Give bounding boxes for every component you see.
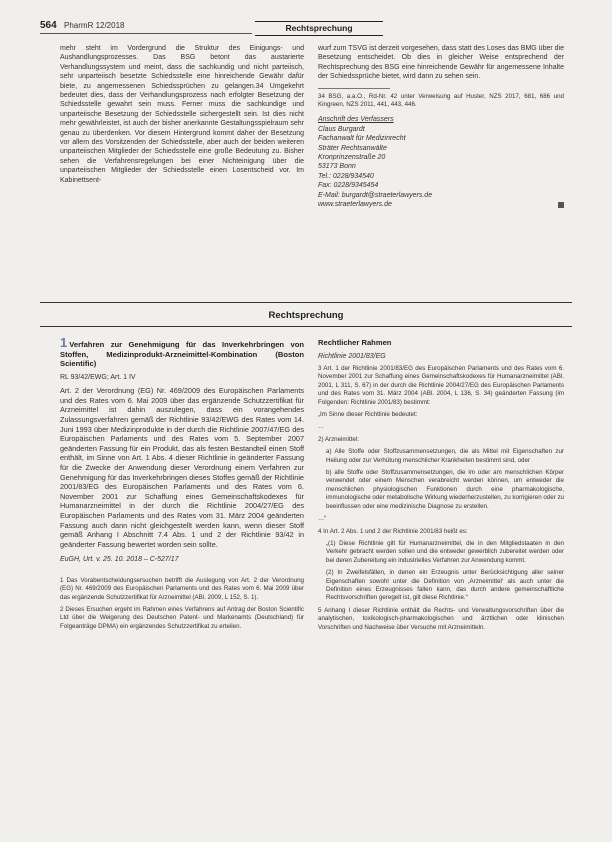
top-right-column: [318, 44, 564, 211]
para-4-quote-2: (2) In Zweifelsfällen, in denen ein Erzeugnis unter Berücksichtigung aller seiner Eigenschaften sowohl unter die Definition von ‚Arzneimittel‘ als auch unter die Definition eines Erzeugnisses fallen kann, das durch andere gemeinschaftliche Rechtsvorschriften geregelt ist, gilt diese Richtlinie.“: [326, 569, 564, 602]
author-line: Claus Burgardt: [318, 125, 365, 133]
ellipsis-1: …: [318, 423, 325, 431]
case-footnote-1: 1 Das Vorabentscheidungsersuchen betrifft die Auslegung von Art. 2 der Verordnung (EG) Nr. 469/2009 des Europäischen Parlaments und des Rates vom 6. Mai 2009 über das ergänzende Schutzzertifikat für Arzneimittel (ABl. 2009, L 152, S. 1).: [60, 576, 304, 601]
author-line: Tel.: 0228/934540: [318, 172, 374, 180]
header-rule: [40, 33, 252, 34]
journal-name: PharmR 12/2018: [64, 21, 125, 30]
author-heading: Anschrift des Verfassers: [318, 116, 394, 124]
case-title: [60, 335, 304, 369]
footnote-rule: [318, 88, 390, 89]
quote-intro: „Im Sinne dieser Richtlinie bedeutet:: [318, 411, 418, 419]
author-line: 53173 Bonn: [318, 163, 356, 171]
page-number: 564: [40, 20, 57, 31]
para-4-quote-1: „(1) Diese Richtlinie gilt für Humanarzneimittel, die in den Mitgliedstaaten in den Verkehr gebracht werden sollen und die entweder gewerblich zubereitet werden oder bei deren Zubereitung ein industrielles Verfahren zur Anwendung kommt.: [326, 539, 564, 564]
legal-frame-subheading: Richtlinie 2001/83/EG: [318, 352, 386, 360]
author-line: Fax: 0228/9345454: [318, 182, 379, 190]
article-text-continued: wurf zum TSVG ist derzeit vorgesehen, dass statt des Loses das BMG über die Besetzung entscheidet. Ob dies in gleicher Weise entsprechend der Rechtsprechung des BSG eine hinreichende Gewähr für angemessene Inhalte der Schiedssprüche bietet, wird dann zu sehen sein.: [318, 45, 564, 81]
item-2b: b) alle Stoffe oder Stoffzusammensetzungen, die im oder am menschlichen Körper verwendet oder einem Menschen verabreicht werden können, um entweder die menschlichen physiologischen Funktionen durch eine pharmakologische, immunologische oder metabolische Wirkung wiederherzustellen, zu korrigieren oder zu beeinflussen oder eine medizinische Diagnose zu erstellen.: [326, 469, 564, 510]
author-line: Sträter Rechtsanwälte: [318, 144, 387, 152]
para-4: 4 In Art. 2 Abs. 1 und 2 der Richtlinie 2001/83 heißt es:: [318, 527, 468, 535]
section-rule-top: [40, 302, 572, 303]
section-rule-bottom: [40, 326, 572, 327]
author-address: [318, 115, 564, 209]
case-norms: RL 93/42/EWG; Art. 1 IV: [60, 373, 136, 381]
legal-frame-heading: Rechtlicher Rahmen: [318, 338, 392, 347]
item-2: 2) Arzneimittel:: [318, 435, 359, 443]
para-3: 3 Art. 1 der Richtlinie 2001/83/EG des Europäischen Parlaments und des Rates vom 6. November 2001 zur Schaffung eines Gemeinschaftskodexes für Humanarzneimittel (ABl. 2001, L 311, S. 67) in der durch die Richtlinie 2004/27/EG des Europäischen Parlaments und des Rates vom 31. März 2004 (ABl. 2004, L 136, S. 34) geänderten Fassung (im Folgenden: Richtlinie 2001/83) bestimmt:: [318, 365, 564, 406]
case-title-text: Verfahren zur Genehmigung für das Inverkehrbringen von Stoffen, Medizinprodukt-Arzneimittel-Kombination (Boston Scientific): [60, 340, 304, 369]
top-left-column: [60, 44, 304, 189]
ellipsis-2: …“: [318, 515, 327, 523]
author-line: Fachanwalt für Medizinrecht: [318, 135, 406, 143]
article-text: mehr steht im Vordergrund die Struktur des Einigungs- und Aushandlungsprozesses. Das BSG betont das austarierte Verhandlungssystem und meint, dass die sachkundig und nicht parteiisch, sehr unparteiisch besetzte Schiedsstelle eine hinreichende Gewähr dafür biete, zu angemessenen Schiedssprüchen zu gelangen.34 Umgekehrt bedeutet dies, dass der Verhandlungsprozess nach erfolgter Besetzung der Schiedsstelle gewahrt sein muss. Ferner muss die sachkundige und unparteiische Besetzung der Schiedsstelle sichergestellt sein. Ist dies nicht mehr gewährleistet, ist auch der bisher anerkannte Gestaltungsspielraum sehr genau zu überdenken. Vor diesem Hintergrund kommt daher der Besetzung vor allem des Vorsitzenden der Schiedsstelle, aber auch der beiden weiteren unparteiischen Mitglieder der Schiedsstelle eine große Bedeutung zu. Bisher sehen die Verfahrensregelungen bei einer Nichteinigung über die unparteiischen Mitglieder der Schiedsstelle einen Losentscheid vor. Im Kabinettsent-: [60, 45, 304, 184]
author-line[interactable]: E-Mail: burgardt@straeterlawyers.de: [318, 191, 433, 199]
item-2a: a) Alle Stoffe oder Stoffzusammensetzungen, die als Mittel mit Eigenschaften zur Heilung oder zur Verhütung menschlicher Krankheiten bestimmt sind, oder: [326, 448, 564, 464]
end-mark-icon: [558, 202, 564, 208]
author-line[interactable]: www.straeterlawyers.de: [318, 201, 392, 209]
case-column: [60, 335, 304, 635]
section-title: Rechtsprechung: [268, 310, 344, 321]
author-line: Kronprinzenstraße 20: [318, 154, 386, 162]
case-number: 1: [60, 335, 68, 350]
legal-frame-column: [318, 338, 564, 636]
section-tab: Rechtsprechung: [255, 21, 383, 36]
para-5: 5 Anhang I dieser Richtlinie enthält die Rechts- und Verwaltungsvorschriften über die analytischen, toxikologisch-pharmakologischen und ärztlichen oder klinischen Vorschriften und Nachweise über Versuche mit Arzneimitteln.: [318, 606, 564, 631]
case-citation: EuGH, Urt. v. 25. 10. 2018 – C-527/17: [60, 556, 179, 564]
case-headnote: Art. 2 der Verordnung (EG) Nr. 469/2009 des Europäischen Parlaments und des Rates vom 6. Mai 2009 über das ergänzende Schutzzertifikat für Arzneimittel ist dahin auszulegen, dass ein vorangehendes Zulassungsverfahren gemäß der Richtlinie 93/42/EWG des Rates vom 14. Juni 1993 über Medizinprodukte in der durch die Richtlinie 2007/47/EG des Europäischen Parlaments und des Rates vom 5. September 2007 geänderten Fassung für ein Produkt, das als festen Bestandteil einen Stoff enthält, im Sinne von Art. 1 Abs. 4 dieser Richtlinie in geänderter Fassung für die Zwecke der Anwendung dieser Verordnung einem Verfahren zur Genehmigung für das Inverkehrbringen dieses Stoffes gemäß der Richtlinie 2001/83/EG des Europäischen Parlaments und des Rates vom 6. November 2001 zur Schaffung eines Gemeinschaftskodexes für Humanarzneimittel in der durch die Richtlinie 2004/27/EG des Europäischen Parlaments und des Rates vom 31. März 2004 geänderten Fassung auch dann nicht gleichgestellt werden kann, wenn dieser Stoff gemäß Anhang I Abschnitt 7.4 Abs. 1 und 2 der Richtlinie 93/42 in geänderter Fassung bewertet worden sein sollte.: [60, 386, 304, 549]
footnote-34: 34 BSG, a.a.O., Rd-Nr. 42 unter Verweisung auf Huster, NZS 2017, 681, 686 und Kingreen, NZS 2011, 441, 443, 446.: [318, 92, 564, 109]
case-footnote-2: 2 Dieses Ersuchen ergeht im Rahmen eines Verfahrens auf Antrag der Boston Scientific Ltd über die Weigerung des Deutschen Patent- und Markenamts (Deutschland) für Folgeanträge DPMA) ein ergänzendes Schutzzertifikat zu erteilen.: [60, 605, 304, 630]
author-lines: [318, 125, 564, 210]
